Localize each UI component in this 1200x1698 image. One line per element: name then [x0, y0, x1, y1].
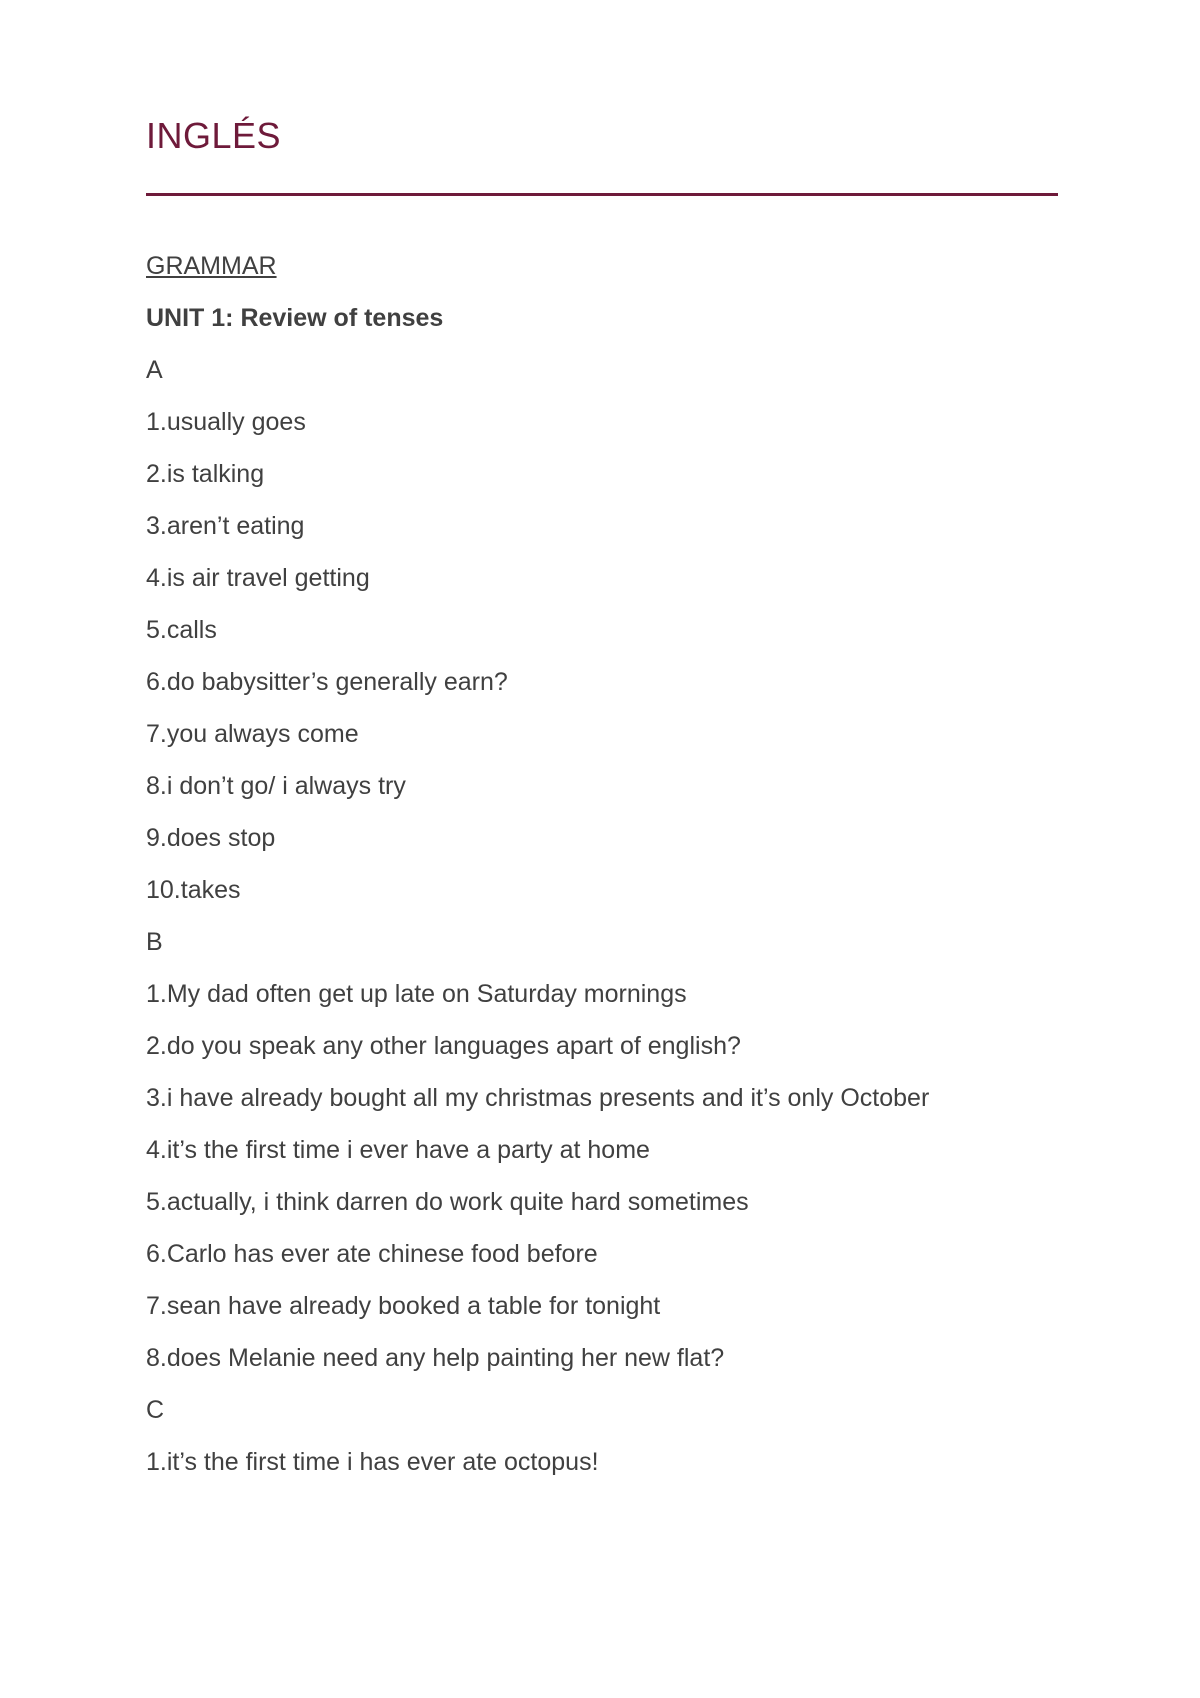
exercise-c [146, 1396, 1086, 1500]
exercise-b [146, 928, 1086, 1396]
answer-line: 1.My dad often get up late on Saturday mornings [146, 980, 687, 1008]
answer-line: 8.does Melanie need any help painting her new flat? [146, 1344, 725, 1372]
answer-line: 5.calls [146, 616, 217, 644]
exercise-label: C [146, 1396, 165, 1424]
answer-line: 6.do babysitter’s generally earn? [146, 668, 508, 696]
answer-line: 4.is air travel getting [146, 564, 370, 592]
title-divider [146, 193, 1058, 196]
answer-line: 10.takes [146, 876, 241, 904]
document-body [146, 252, 1086, 1500]
answer-line: 7.sean have already booked a table for tonight [146, 1292, 661, 1320]
exercise-label: A [146, 356, 163, 384]
answer-line: 2.do you speak any other languages apart of english? [146, 1032, 741, 1060]
answer-line: 7.you always come [146, 720, 359, 748]
answer-line: 6.Carlo has ever ate chinese food before [146, 1240, 598, 1268]
exercise-label: B [146, 928, 163, 956]
answer-line: 5.actually, i think darren do work quite hard sometimes [146, 1188, 749, 1216]
answer-line: 1.it’s the first time i has ever ate octopus! [146, 1448, 599, 1476]
answer-line: 8.i don’t go/ i always try [146, 772, 406, 800]
answer-line: 3.i have already bought all my christmas presents and it’s only October [146, 1084, 930, 1112]
document-title: INGLÉS [146, 115, 282, 156]
exercise-a [146, 356, 1086, 928]
answer-line: 1.usually goes [146, 408, 306, 436]
answer-line: 4.it’s the first time i ever have a party at home [146, 1136, 650, 1164]
section-heading-grammar: GRAMMAR [146, 252, 277, 280]
answer-line: 3.aren’t eating [146, 512, 305, 540]
answer-line: 2.is talking [146, 460, 265, 488]
answer-line: 9.does stop [146, 824, 276, 852]
unit-heading: UNIT 1: Review of tenses [146, 304, 444, 332]
